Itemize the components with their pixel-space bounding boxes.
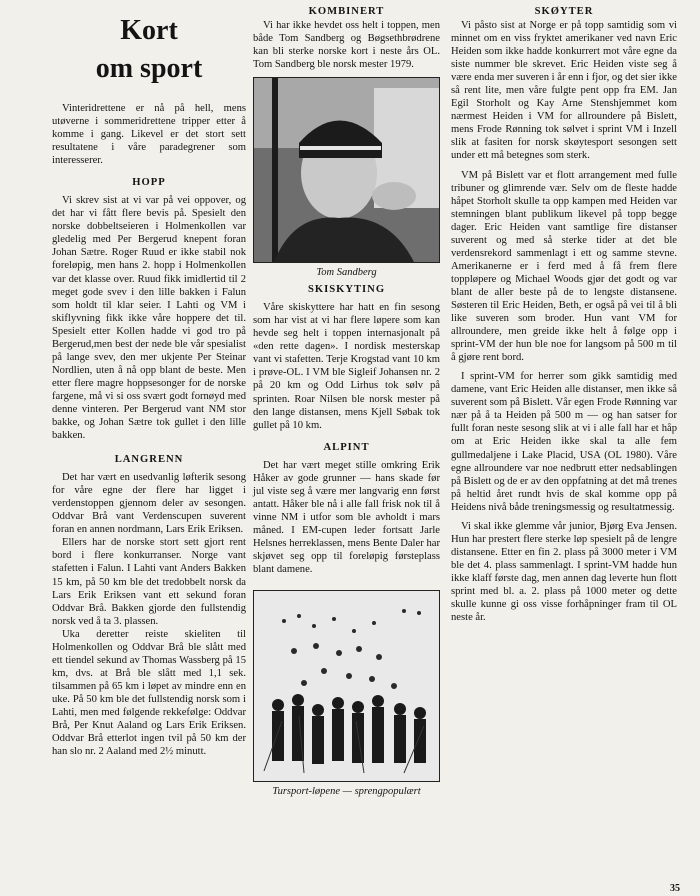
column-3 (451, 0, 677, 624)
photo-tom-sandberg (253, 77, 440, 263)
column-2 (253, 0, 440, 803)
page-number: 35 (670, 883, 680, 894)
section-heading-langrenn: LANGRENN (114, 454, 184, 466)
portrait-image (254, 78, 440, 262)
langrenn-paragraph-1: Det har vært en usedvanlig løfterik sesong for våre egne der flere har ligget i verdenstoppen gjennom deler av sesongen. Oddvar Brå vant Verdenscupen suverent foran en annen nordmann, Lars Erik Eriksen. (52, 472, 246, 536)
page-title-line-2: om sport (95, 53, 203, 84)
page-title-line-1: Kort (120, 15, 178, 46)
skoyter-paragraph-3: I sprint-VM for herrer som gikk samtidig med damene, vant Eric Heiden alle distanser, men ikke så suverent som på Bislett. Vår egen Frode Rønning var nær på å ta Heiden på 500 m — og han satser for fullt foran neste sesong slik at vi i alle fall har et håp om at Eric Heiden ikke skal ta alle fem gullmedaljene i Lake Placid, USA (OL 1980). Våre egne allroundere var noe nedbrutt etter nedsablingen på Bislett og de er av den oppfatning at det må trenes på heltid året rundt hvis de skal komme opp på Heidens nivå både treningsmessig og resultatmessig. (451, 371, 677, 513)
photo-tursport (253, 590, 440, 782)
langrenn-paragraph-3: Uka deretter reiste skieliten til Holmenkollen og Oddvar Brå ble slått med ett tiendel sekund av Thomas Wassberg på 15 km, dvs. at Brå ble slått med 1,1 sek. tilsammen på 65 km i løpet av mindre enn en uke. På 50 km ble det fullstendig norsk som i Lahti, men med følgende rekkefølge: Oddvar Brå, Per Knut Aaland og Lars Erik Eriksen. Oddvar Brå etterlot ingen tvil på 50 km der han slo nr. 2 Aaland med 2½ minutt. (52, 628, 246, 758)
photo-caption-tom-sandberg: Tom Sandberg (316, 267, 377, 279)
section-heading-skoyter: SKØYTER (534, 6, 594, 17)
skoyter-paragraph-4: Vi skal ikke glemme vår junior, Bjørg Eva Jensen. Hun har prestert flere sterke løp spesielt på de lengre distansene. Etter en fin 2. plass på 3000 meter i VM ble det 4. plass sammenlagt. I sprint-VM hadde hun ikke klaff første dag, men annen dag leverte hun flott sprint med bl. a. 2. plass på 1000 meter og dette skulle kunne gi oss visse forhåpninger fram til OL neste år. (451, 520, 677, 624)
hopp-paragraph: Vi skrev sist at vi var på vei oppover, og det har vi fått flere bevis på. Spesielt den norske dobbeltseieren i Holmenkollen var gledelig med Per Bergerud knepent foran Johan Sætre. Roger Ruud er ikke stabil nok foreløpig, men hans 2. hopp i Holmenkollen var det klasse over. Ruud fikk imidlertid til 2 meget gode svev i den lille bakken i Falun som holdt til klar seier. I Lahti og VM i skiflyvning fikk ikke våre hoppere det til. Spesielt etter Kollen hadde vi god tro på Bergerud,men best der nede ble vår spesialist på lange svev, den mer ukjente Per Steinar Nordlien, uten å nå opp blant de beste. Men etter flere magre hoppsesonger for de norske fargene, må vi si oss svært godt fornøyd med denne vinteren. Per Bergerud vant NM stor bakke, og Johan Sætre tok gullet i den lille bakken. (52, 195, 246, 442)
section-heading-kombinert: KOMBINERT (308, 6, 385, 17)
langrenn-paragraph-2: Ellers har de norske stort sett gjort rent bord i flere konkurranser. Norge vant stafetten i Falun. I Lahti vant Anders Bakken 15 km, på 50 km ble det tredobbelt norsk da Lars Erik Eriksen vant ett sekund foran Oddvar Brå. Bakken gjorde den fullstendig norsk ved å ta 3. plassen. (52, 537, 246, 627)
kombinert-paragraph: Vi har ikke hevdet oss helt i toppen, men både Tom Sandberg og Bøgsethbrødrene kan bli sterke norske kort i neste års OL. Tom Sandberg ble norsk mester 1979. (253, 20, 440, 71)
alpint-paragraph: Det har vært meget stille omkring Erik Håker av gode grunner — hans skade før jul viste seg å være mer langvarig enn først antatt. Håker ble nå i alle fall frisk nok til å vinne NM i utfor som ble avholdt i mars måned. I EM-cupen leder fortsatt Jarle Helsnes herreklassen, mens Bente Daler har skjøvet seg opp til foreløpig førsteplass blant damene. (253, 459, 440, 576)
ski-race-crowd-image (254, 591, 440, 781)
skiskyting-paragraph: Våre skiskyttere har hatt en fin sesong som har vist at vi har flere løpere som kan hevde seg helt i toppen internasjonalt på «den rette dagen». I nordisk mesterskap vant vi stafetten. Terje Krogstad vant 10 km i prøve-OL. I VM ble Sigleif Johansen nr. 2 på 20 km og Odd Lirhus tok sølv på sprinten. Roar Nilsen ble norsk mester på den lange distansen, mens Kjell Søbak tok gullet på 10 km. (253, 302, 440, 431)
intro-paragraph: Vinteridrettene er nå på hell, mens utøverne i sommeridrettene tripper etter å komme i gang. Likevel er det stort sett resultatene i våre paradegrener som interesserer. (52, 103, 246, 167)
skoyter-paragraph-2: VM på Bislett var et flott arrangement med fulle tribuner og glimrende vær. Selv om de fleste hadde håpet Storholt skulle ta opp kampen med Heiden var stemningen blant publikum likevel på topp begge dager. Eric Heiden vant samtlige fire distanser suverent og med så sterke tider at det ble verdensrekord sammenlagt i ett og samme stevne. Amerikanerne er i ferd med å få frem flere toppløpere og Michael Woods gjør det godt og var blant de aller beste på de to lengste distansene. Søsteren til Eric Heiden, Beth, er også på vei til å bli like suveren som broder. Hun vant VM for allroundere, men greide ikke helt å følge opp i sprint-VM der hun ble noe for langsom på 500 m til å gjøre rent bord. (451, 169, 677, 364)
section-heading-hopp: HOPP (132, 177, 166, 189)
section-heading-alpint: ALPINT (323, 441, 370, 453)
section-heading-skiskyting: SKISKYTING (307, 284, 386, 296)
column-1 (52, 0, 246, 758)
skoyter-paragraph-1: Vi påsto sist at Norge er på topp samtidig som vi minnet om en viss fryktet amerikaner ved navn Eric Heiden som ikke hadde konkurrert mot våre egne da siste nummer ble skrevet. Eric Heiden viste seg å være enda mer suveren i år enn i fjor, og det sier ikke så rent lite, men våre fulgte pent opp fra EM. Jan Egil Storholt og Kay Arne Stenshjemmet kom nærmest Heiden i VM for allroundere på Bislett, mens Frode Rønning tok sølvet i sprint VM i Inzell slik at fasiten for norsk skøytesport sesongen sett under ett må betegnes som sterk. (451, 20, 677, 162)
photo-caption-tursport: Tursport-løpene — sprengpopulært (272, 786, 421, 798)
